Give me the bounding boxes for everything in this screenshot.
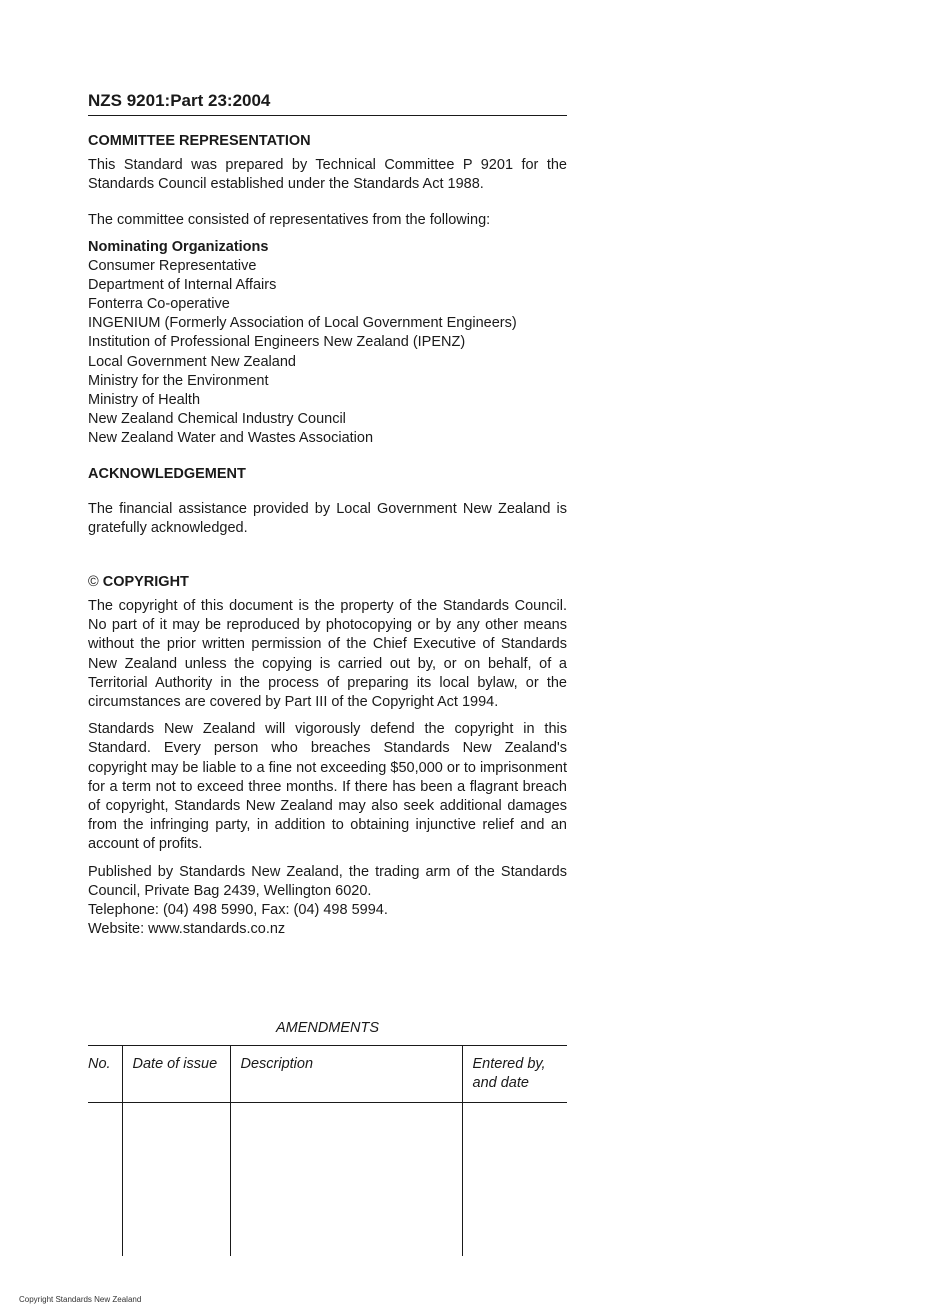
amendments-col-date: Date of issue bbox=[122, 1046, 230, 1103]
amendments-table bbox=[88, 1045, 567, 1256]
copyright-heading-label: COPYRIGHT bbox=[102, 574, 189, 591]
acknowledgement-text: The financial assistance provided by Local Government New Zealand is gratefully acknowledged. bbox=[88, 500, 567, 536]
committee-consisted: The committee consisted of representatives from the following: bbox=[88, 212, 491, 229]
organization-item: Institution of Professional Engineers New Zealand (IPENZ) bbox=[88, 334, 466, 351]
committee-intro: This Standard was prepared by Technical Committee P 9201 for the Standards Council established under the Standards Act 1988. bbox=[88, 157, 567, 193]
amendments-header-row bbox=[88, 1046, 567, 1103]
acknowledgement-heading: ACKNOWLEDGEMENT bbox=[88, 465, 246, 482]
amendments-col-entered-by: Entered by, and date bbox=[462, 1046, 567, 1103]
standard-title: NZS 9201:Part 23:2004 bbox=[88, 90, 567, 116]
document-page bbox=[88, 90, 567, 1091]
copyright-paragraph-1: The copyright of this document is the property of the Standards Council. No part of it may be reproduced by photocopying or by any other means without the prior written permission of the Chief Executive of Standards New Zealand unless the copying is carried out by, or on behalf, of a Territorial Authority in the process of preparing its local bylaw, or the circumstances are covered by Part III of the Copyright Act 1994. bbox=[88, 598, 567, 711]
copyright-paragraph-2: Standards New Zealand will vigorously defend the copyright in this Standard. Every person who breaches Standards New Zealand's copyright may be liable to a fine not exceeding $50,000 or to imprisonment for a term not to exceed three months. If there has been a flagrant breach of copyright, Standards New Zealand may also seek additional damages from the infringing party, in addition to obtaining injunctive relief and an account of profits. bbox=[88, 721, 567, 853]
copyright-symbol-icon: © bbox=[88, 574, 99, 591]
amendments-col-no: No. bbox=[88, 1046, 122, 1103]
organization-item: Ministry of Health bbox=[88, 392, 201, 409]
organization-item: INGENIUM (Formerly Association of Local Government Engineers) bbox=[88, 315, 517, 332]
organization-item: Consumer Representative bbox=[88, 257, 257, 274]
amendments-cell bbox=[462, 1103, 567, 1257]
organization-item: Fonterra Co-operative bbox=[88, 296, 230, 313]
amendments-cell bbox=[122, 1103, 230, 1257]
committee-heading: COMMITTEE REPRESENTATION bbox=[88, 133, 311, 149]
organization-item: New Zealand Water and Wastes Association bbox=[88, 430, 374, 447]
amendments-title: AMENDMENTS bbox=[275, 1020, 380, 1036]
organization-item: Ministry for the Environment bbox=[88, 372, 269, 389]
footer-copyright: Copyright Standards New Zealand bbox=[19, 1295, 142, 1304]
nominating-orgs-heading: Nominating Organizations bbox=[88, 238, 269, 255]
organization-item: New Zealand Chemical Industry Council bbox=[88, 411, 346, 428]
table-row bbox=[88, 1103, 567, 1257]
copyright-heading bbox=[88, 573, 567, 592]
amendments-cell bbox=[230, 1103, 462, 1257]
website: Website: www.standards.co.nz bbox=[88, 921, 286, 938]
organization-item: Department of Internal Affairs bbox=[88, 276, 277, 293]
amendments-cell bbox=[88, 1103, 122, 1257]
organization-item: Local Government New Zealand bbox=[88, 353, 296, 370]
organization-list bbox=[88, 257, 567, 449]
amendments-col-description: Description bbox=[230, 1046, 462, 1103]
published-by: Published by Standards New Zealand, the trading arm of the Standards Council, Private Bag 2439, Wellington 6020. bbox=[88, 863, 567, 899]
telephone-fax: Telephone: (04) 498 5990, Fax: (04) 498 5994. bbox=[88, 902, 388, 919]
